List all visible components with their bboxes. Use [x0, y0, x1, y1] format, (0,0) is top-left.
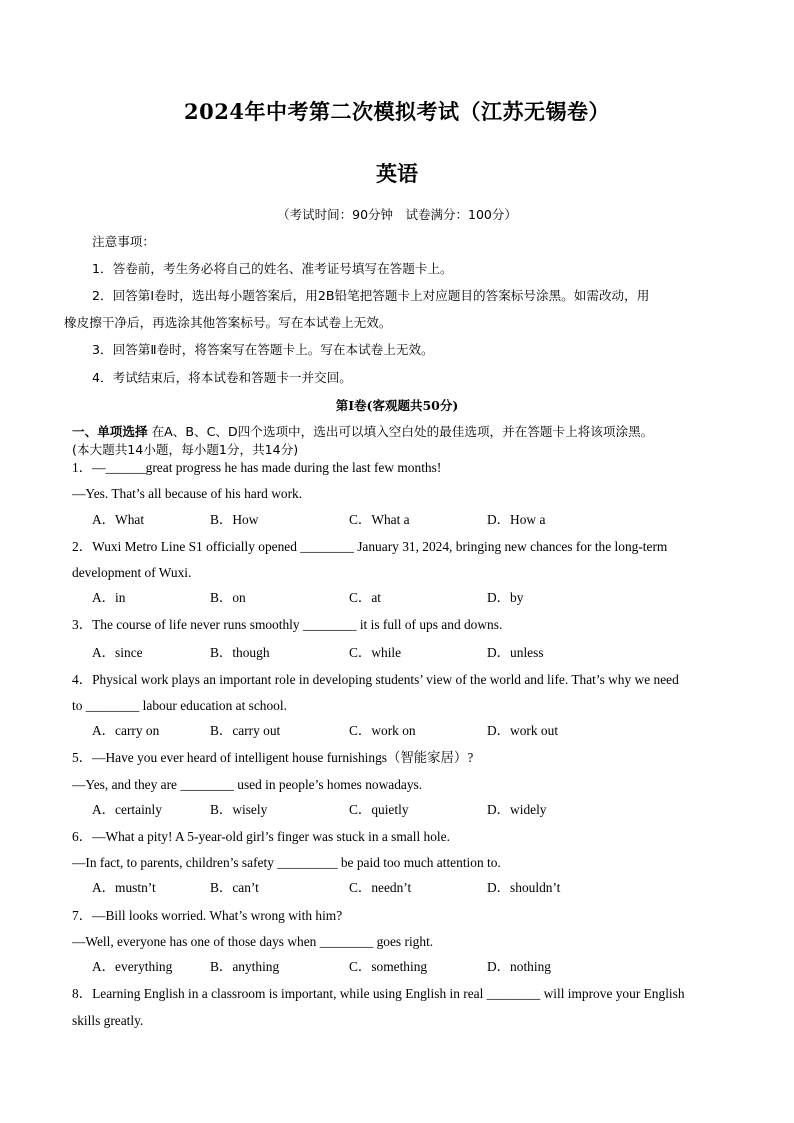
question-line: 6．—What a pity! A 5-year-old girl’s finger was stuck in a small hole. [72, 829, 450, 844]
exam-meta: （考试时间：90分钟 试卷满分：100分） [277, 207, 517, 222]
option-a: A．in [92, 590, 126, 605]
note-item: 3．回答第Ⅱ卷时，将答案写在答题卡上。写在本试卷上无效。 [92, 342, 434, 357]
option-d: D．shouldn’t [487, 880, 561, 895]
part-note: (本大题共14小题，每小题1分，共14分) [72, 442, 299, 457]
question-line: development of Wuxi. [72, 565, 192, 580]
note-item: 橡皮擦干净后，再选涂其他答案标号。写在本试卷上无效。 [64, 315, 392, 330]
option-b: B．anything [210, 959, 280, 974]
option-a: A．certainly [92, 802, 162, 817]
section-heading: 第I卷(客观题共50分) [335, 398, 459, 413]
exam-title: 2024年中考第二次模拟考试（江苏无锡卷） [184, 99, 610, 124]
part-label: 一、单项选择 [72, 424, 148, 439]
note-item: 1．答卷前，考生务必将自己的姓名、准考证号填写在答题卡上。 [92, 261, 453, 276]
option-d: D．nothing [487, 959, 551, 974]
option-a: A．mustn’t [92, 880, 156, 895]
option-c: C．while [349, 645, 402, 660]
option-c: C．at [349, 590, 381, 605]
question-line: 3．The course of life never runs smoothly ________ it is full of ups and downs. [72, 617, 503, 632]
option-b: B．on [210, 590, 246, 605]
option-b: B．How [210, 512, 259, 527]
question-line: to ________ labour education at school. [72, 698, 287, 713]
note-item: 2．回答第Ⅰ卷时，选出每小题答案后，用2B铅笔把答题卡上对应题目的答案标号涂黑。如需改动，用 [92, 288, 650, 303]
option-a: A．What [92, 512, 145, 527]
question-line: —Yes. That’s all because of his hard work. [72, 486, 303, 501]
option-d: D．How a [487, 512, 546, 527]
notes-heading: 注意事项： [92, 234, 155, 249]
question-line: 8．Learning English in a classroom is important, while using English in real ________ will improve your English [72, 986, 685, 1001]
subject-title: 英语 [376, 161, 418, 186]
part-instruction-text: 在A、B、C、D四个选项中，选出可以填入空白处的最佳选项，并在答题卡上将该项涂黑。 [147, 424, 654, 439]
option-a: A．since [92, 645, 143, 660]
question-line: —Yes, and they are ________ used in people’s homes nowadays. [72, 777, 423, 792]
option-d: D．widely [487, 802, 547, 817]
option-c: C．quietly [349, 802, 409, 817]
option-c: C．needn’t [349, 880, 412, 895]
question-line: 4．Physical work plays an important role in developing students’ view of the world and life. That’s why we need [72, 672, 679, 687]
question-line: —In fact, to parents, children’s safety _________ be paid too much attention to. [72, 855, 501, 870]
question-line: 2．Wuxi Metro Line S1 officially opened ________ January 31, 2024, bringing new chances for the long-term [72, 539, 668, 554]
question-line: skills greatly. [72, 1013, 144, 1028]
option-d: D．by [487, 590, 524, 605]
option-a: A．carry on [92, 723, 160, 738]
option-c: C．work on [349, 723, 416, 738]
option-b: B．though [210, 645, 270, 660]
option-c: C．What a [349, 512, 410, 527]
option-b: B．wisely [210, 802, 268, 817]
option-b: B．carry out [210, 723, 281, 738]
option-d: D．work out [487, 723, 559, 738]
option-d: D．unless [487, 645, 544, 660]
question-line: 7．—Bill looks worried. What’s wrong with him? [72, 908, 343, 923]
question-line: 1．—______great progress he has made during the last few months! [72, 460, 442, 475]
part-instruction [72, 423, 653, 441]
note-item: 4．考试结束后，将本试卷和答题卡一并交回。 [92, 370, 352, 385]
option-b: B．can’t [210, 880, 259, 895]
question-line: 5．—Have you ever heard of intelligent house furnishings（智能家居）? [72, 750, 474, 765]
option-a: A．everything [92, 959, 173, 974]
question-line: —Well, everyone has one of those days when ________ goes right. [72, 934, 434, 949]
option-c: C．something [349, 959, 428, 974]
